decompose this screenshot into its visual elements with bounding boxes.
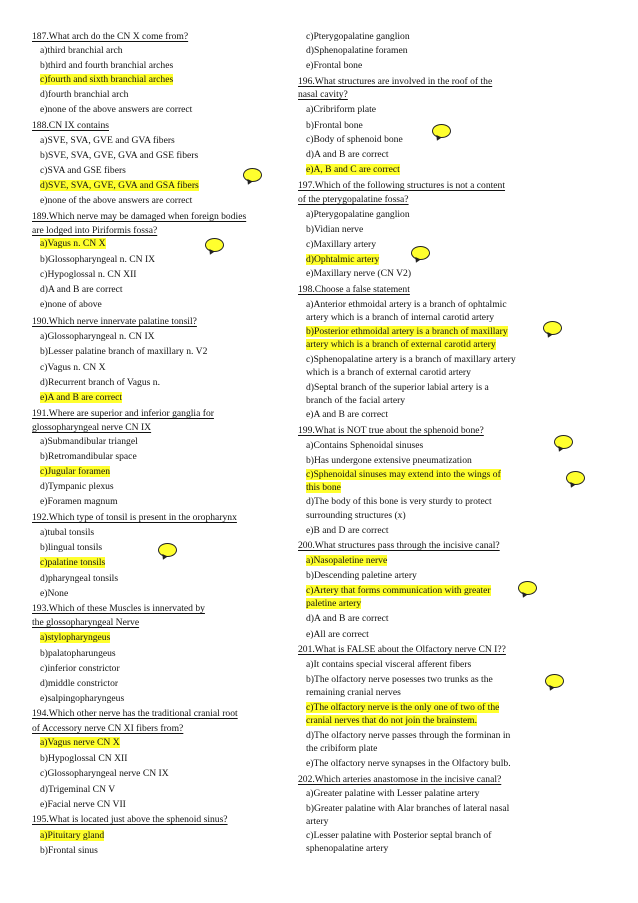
line-text: c)The olfactory nerve is the only one of two of the [306,702,500,713]
line-text: a)Greater palatine with Lesser palatine artery [306,788,480,799]
answer-option [298,496,492,507]
comment-note-icon[interactable] [545,674,564,688]
line-text: c)SVA and GSE fibers [40,165,126,176]
line-text: c)inferior constrictor [40,663,120,674]
answer-option [32,768,169,779]
answer-option [298,395,405,406]
line-text: c)Hypoglossal n. CN XII [40,269,137,280]
question-text [32,814,228,825]
line-text: 197.Which of the following structures is not a content [298,180,506,191]
line-text: a)It contains special visceral afferent fibers [306,659,472,670]
line-text: d)A and B are correct [306,149,389,160]
line-text: of Accessory nerve CN XI fibers from? [32,723,184,734]
question-text [32,603,205,614]
highlighted-answer-option [298,598,361,609]
answer-option [298,120,363,131]
line-text: a)Pituitary gland [40,830,105,841]
answer-option [32,104,192,115]
highlighted-answer-option [298,326,508,337]
answer-option [298,31,410,42]
line-text: of the pterygopalatine fossa? [298,194,409,205]
line-text: the glossopharyngeal Nerve [32,617,140,628]
line-text: b)Posterior ethmoidal artery is a branch of maxillary [306,326,508,337]
highlighted-answer-option [298,715,477,726]
line-text: b)Vidian nerve [306,224,364,235]
answer-option [298,104,376,115]
highlighted-answer-option [32,74,173,85]
comment-note-icon[interactable] [543,321,562,335]
line-text: sphenopalatine artery [306,843,389,854]
highlighted-answer-option [298,702,499,713]
line-text: are lodged into Piriformis fossa? [32,225,158,236]
question-text [32,422,151,433]
line-text: d)Septal branch of the superior labial artery is a [306,382,489,393]
line-text: 194.Which other nerve has the traditional cranial root [32,708,238,719]
answer-option [298,788,479,799]
answer-option [298,816,328,827]
line-text: c)fourth and sixth branchial arches [40,74,174,85]
line-text: a)Anterior ethmoidal artery is a branch of ophtalmic [306,299,507,310]
answer-option [32,269,136,280]
question-text [32,211,246,222]
comment-note-icon[interactable] [432,124,451,138]
line-text: artery which is a branch of external carotid artery [306,339,496,350]
line-text: e)None [40,588,69,599]
line-text: c)Jugular foramen [40,466,111,477]
question-text [298,76,492,87]
answer-option [32,299,102,310]
line-text: a)Contains Sphenoidal sinuses [306,440,424,451]
line-text: this bone [306,482,341,493]
answer-option [32,346,207,357]
highlighted-answer-option [32,466,110,477]
line-text: remaining cranial nerves [306,687,401,698]
line-text: b)Hypoglossal CN XII [40,753,128,764]
line-text: e)none of above [40,299,102,310]
line-text: 193.Which of these Muscles is innervated by [32,603,205,614]
line-text: d)Trigeminal CN V [40,784,116,795]
line-text: e)The olfactory nerve synapses in the Olfactory bulb. [306,758,511,769]
question-text [32,120,109,131]
line-text: e)All are correct [306,629,369,640]
answer-option [298,629,369,640]
line-text: d)Sphenopalatine foramen [306,45,408,56]
answer-option [32,89,128,100]
line-text: b)Lesser palatine branch of maxillary n. V2 [40,346,208,357]
line-text: a)stylopharyngeus [40,632,111,643]
question-text [298,644,506,655]
answer-option [298,659,471,670]
answer-option [298,209,410,220]
line-text: paletine artery [306,598,362,609]
answer-option [298,455,472,466]
highlighted-answer-option [32,238,106,249]
line-text: 189.Which nerve may be damaged when foreign bodies [32,211,247,222]
line-text: 192.Which type of tonsil is present in the oropharynx [32,512,237,523]
answer-option [32,784,115,795]
line-text: c)Sphenoidal sinuses may extend into the wings of [306,469,501,480]
line-text: b)lingual tonsils [40,542,103,553]
highlighted-answer-option [32,180,199,191]
answer-option [298,440,423,451]
line-text: e)Frontal bone [306,60,363,71]
answer-option [298,803,509,814]
answer-option [298,687,401,698]
question-text [32,512,237,523]
line-text: the cribiform plate [306,743,378,754]
highlighted-answer-option [32,632,110,643]
line-text: d)fourth branchial arch [40,89,129,100]
answer-option [32,195,192,206]
line-text: e)Facial nerve CN VII [40,799,126,810]
answer-option [298,149,389,160]
line-text: e)A and B are correct [40,392,123,403]
answer-option [298,758,511,769]
line-text: e)none of the above answers are correct [40,195,193,206]
answer-option [32,693,124,704]
comment-note-icon[interactable] [518,581,537,595]
line-text: c)palatine tonsils [40,557,106,568]
answer-option [32,527,94,538]
answer-option [32,753,127,764]
answer-option [298,354,516,365]
line-text: e)salpingopharyngeus [40,693,125,704]
question-text [32,708,238,719]
line-text: b)Greater palatine with Alar branches of lateral nasal [306,803,510,814]
highlighted-answer-option [298,164,400,175]
line-text: a)Pterygopalatine ganglion [306,209,410,220]
highlighted-answer-option [32,557,105,568]
line-text: 196.What structures are involved in the roof of the [298,76,493,87]
answer-option [298,382,489,393]
answer-option [32,496,118,507]
line-text: b)Frontal bone [306,120,363,131]
question-text [32,408,214,419]
answer-option [298,525,389,536]
line-text: b)Has undergone extensive pneumatization [306,455,472,466]
answer-option [32,451,137,462]
line-text: 191.Where are superior and inferior ganglia for [32,408,214,419]
answer-option [32,284,123,295]
comment-note-icon[interactable] [205,238,224,252]
question-text [298,284,410,295]
comment-note-icon[interactable] [158,543,177,557]
line-text: 188.CN IX contains [32,120,110,131]
line-text: c)Maxillary artery [306,239,377,250]
answer-option [32,648,116,659]
line-text: 202.Which arteries anastomose in the incisive canal? [298,774,502,785]
question-text [298,540,500,551]
line-text: d)Recurrent branch of Vagus n. [40,377,160,388]
line-text: a)Submandibular triangel [40,436,138,447]
line-text: a)Glossopharyngeal n. CN IX [40,331,155,342]
line-text: c)Pterygopalatine ganglion [306,31,410,42]
question-text [32,225,157,236]
line-text: a)Vagus nerve CN X [40,737,120,748]
line-text: a)third branchial arch [40,45,123,56]
line-text: 199.What is NOT true about the sphenoid bone? [298,425,484,436]
line-text: d)middle constrictor [40,678,119,689]
highlighted-answer-option [298,254,379,265]
answer-option [32,331,155,342]
question-text [298,180,505,191]
line-text: c)Vagus n. CN X [40,362,106,373]
line-text: c)Body of sphenoid bone [306,134,403,145]
highlighted-answer-option [298,555,387,566]
answer-option [32,481,114,492]
line-text: cranial nerves that do not join the brainstem. [306,715,478,726]
answer-option [32,678,118,689]
line-text: 201.What is FALSE about the Olfactory nerve CN I?? [298,644,506,655]
answer-option [32,663,120,674]
question-text [298,425,484,436]
line-text: artery which is a branch of internal carotid artery [306,312,495,323]
line-text: which is a branch of external carotid artery [306,367,471,378]
answer-option [32,436,138,447]
line-text: 195.What is located just above the sphenoid sinus? [32,814,228,825]
answer-option [298,674,493,685]
line-text: b)Descending paletine artery [306,570,417,581]
line-text: d)A and B are correct [306,613,389,624]
line-text: surrounding structures (x) [306,510,406,521]
highlighted-answer-option [298,469,501,480]
answer-option [298,60,362,71]
line-text: b)SVE, SVA, GVE, GVA and GSE fibers [40,150,199,161]
question-text [32,723,183,734]
line-text: c)Lesser palatine with Posterior septal branch of [306,830,492,841]
answer-option [32,150,198,161]
highlighted-answer-option [298,339,496,350]
answer-option [32,254,155,265]
line-text: b)third and fourth branchial arches [40,60,174,71]
line-text: c)Glossopharyngeal nerve CN IX [40,768,169,779]
line-text: d)Ophtalmic artery [306,254,380,265]
answer-option [298,730,510,741]
answer-option [298,45,408,56]
line-text: 190.Which nerve innervate palatine tonsil? [32,316,197,327]
answer-option [298,224,363,235]
line-text: a)Cribriform plate [306,104,377,115]
highlighted-answer-option [32,830,104,841]
line-text: b)Retromandibular space [40,451,137,462]
answer-option [32,45,123,56]
comment-note-icon[interactable] [243,168,262,182]
answer-option [298,743,377,754]
line-text: d)The body of this bone is very sturdy to protect [306,496,492,507]
answer-option [298,239,376,250]
line-text: e)Maxillary nerve (CN V2) [306,268,412,279]
highlighted-answer-option [298,482,341,493]
answer-option [32,362,106,373]
answer-option [298,409,388,420]
answer-option [298,613,389,624]
line-text: d)pharyngeal tonsils [40,573,119,584]
answer-option [32,573,118,584]
line-text: b)Glossopharyngeal n. CN IX [40,254,156,265]
line-text: 200.What structures pass through the incisive canal? [298,540,500,551]
line-text: branch of the facial artery [306,395,406,406]
line-text: nasal cavity? [298,89,348,100]
line-text: 198.Choose a false statement [298,284,410,295]
line-text: d)SVE, SVA, GVE, GVA and GSA fibers [40,180,199,191]
answer-option [298,843,388,854]
line-text: 187.What arch do the CN X come from? [32,31,189,42]
line-text: b)The olfactory nerve posesses two trunks as the [306,674,493,685]
answer-option [32,377,160,388]
line-text: artery [306,816,329,827]
answer-option [32,165,126,176]
line-text: c)Sphenopalatine artery is a branch of maxillary artery [306,354,516,365]
question-text [298,774,501,785]
answer-option [298,367,471,378]
comment-note-icon[interactable] [411,246,430,260]
highlighted-answer-option [298,585,491,596]
answer-option [32,135,175,146]
line-text: a)SVE, SVA, GVE and GVA fibers [40,135,175,146]
line-text: d)The olfactory nerve passes through the forminan in [306,730,511,741]
answer-option [298,510,406,521]
line-text: a)Vagus n. CN X [40,238,106,249]
answer-option [32,845,98,856]
answer-option [298,830,491,841]
question-text [298,89,348,100]
answer-option [32,542,102,553]
question-text [298,194,409,205]
line-text: e)B and D are correct [306,525,389,536]
line-text: e)none of the above answers are correct [40,104,193,115]
answer-option [298,312,494,323]
answer-option [298,134,403,145]
line-text: d)A and B are correct [40,284,123,295]
line-text: d)Tympanic plexus [40,481,114,492]
comment-note-icon[interactable] [566,471,585,485]
question-text [32,31,188,42]
answer-option [32,60,173,71]
answer-option [298,268,411,279]
answer-option [32,588,68,599]
answer-option [32,799,126,810]
answer-option [298,299,507,310]
line-text: b)Frontal sinus [40,845,98,856]
line-text: e)A and B are correct [306,409,389,420]
line-text: c)Artery that forms communication with greater [306,585,491,596]
answer-option [298,570,417,581]
line-text: a)tubal tonsils [40,527,95,538]
line-text: glossopharyngeal nerve CN IX [32,422,152,433]
question-text [32,316,197,327]
comment-note-icon[interactable] [554,435,573,449]
line-text: e)Foramen magnum [40,496,118,507]
highlighted-answer-option [32,392,122,403]
highlighted-answer-option [32,737,120,748]
line-text: e)A, B and C are correct [306,164,400,175]
line-text: a)Nasopaletine nerve [306,555,388,566]
line-text: b)palatopharungeus [40,648,116,659]
question-text [32,617,139,628]
